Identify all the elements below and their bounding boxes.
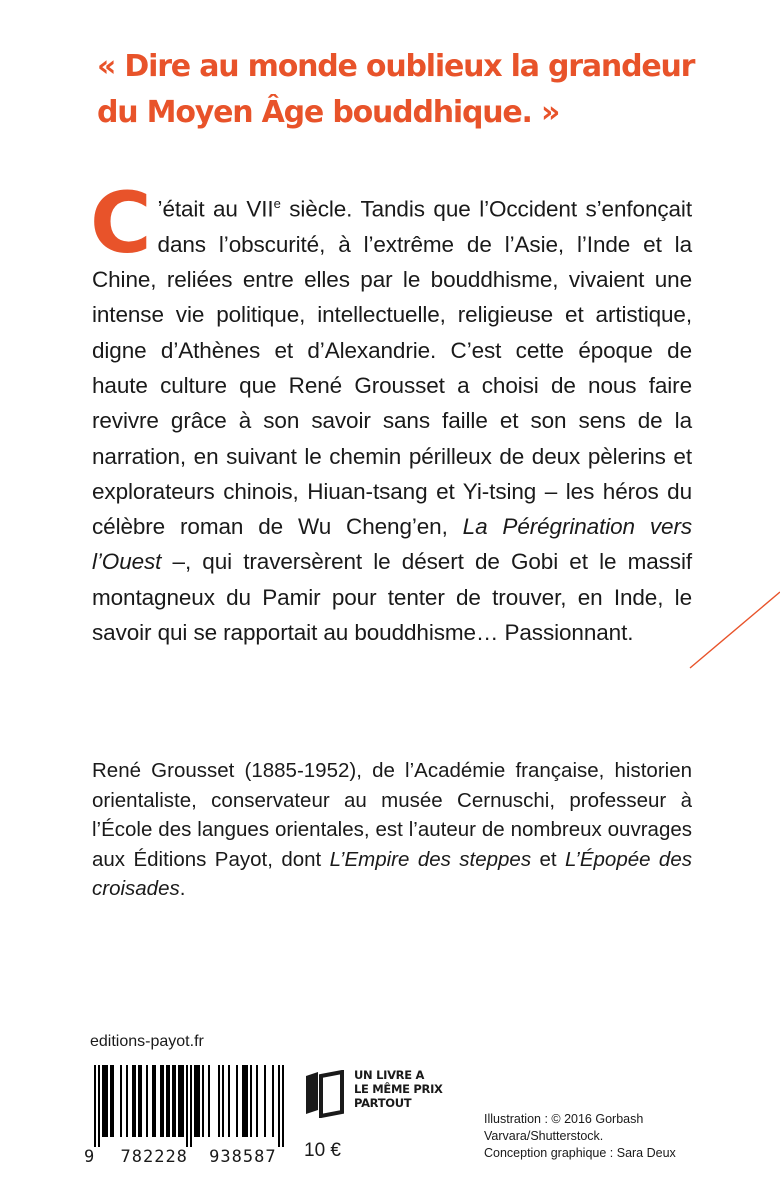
fixed-price-line-1: UN LIVRE A — [354, 1068, 425, 1082]
synopsis-text-1: siècle. Tandis que l’Occident s’enfonçait dans l’obscurité, à l’extrême de l’Asie, l’Inde et la Chine, reliées entre elles par le bouddhisme, vivaient une intense vie politique, intellectuelle, religieuse et artistique, digne d’Athènes et d’Alexandrie. C’est cette époque de haute culture que René Grousset a choisi de nous faire revivre grâce à son savoir sans faille et son sens de la narration, en suivant le chemin périlleux de deux pèlerins et explorateurs chinois, Hiuan-tsang et Yi-tsing – les héros du célèbre roman de Wu Cheng’en, — [92, 196, 692, 540]
barcode-bar — [228, 1065, 230, 1137]
fixed-price-line-3: PARTOUT — [354, 1096, 412, 1110]
barcode-bar — [174, 1065, 176, 1137]
barcode-bar — [104, 1065, 106, 1137]
barcode-bar — [132, 1065, 134, 1137]
biography-end: . — [179, 877, 186, 900]
synopsis-text-2: –, qui traversèrent le désert de Gobi et le massif montagneux du Pamir pour tenter de trouver, en Inde, le savoir qui se rapportait au bouddhisme… Passionnant. — [92, 549, 692, 646]
credit-design: Conception graphique : Sara Deux — [484, 1146, 676, 1160]
barcode-bar — [172, 1065, 174, 1137]
barcode-bar — [120, 1065, 122, 1137]
century-superscript: e — [273, 196, 281, 211]
author-biography — [92, 756, 692, 904]
fixed-price-label — [354, 1068, 444, 1110]
barcode-bar — [218, 1065, 220, 1137]
credit-shutterstock: Varvara/Shutterstock. — [484, 1129, 604, 1143]
barcode-bar — [106, 1065, 108, 1137]
barcode-bar — [202, 1065, 204, 1137]
isbn-number — [84, 1147, 294, 1167]
barcode-bar — [110, 1065, 112, 1137]
barcode-bar — [94, 1065, 96, 1147]
barcode-bar — [222, 1065, 224, 1137]
barcode-bar — [198, 1065, 200, 1137]
barcode-bar — [196, 1065, 198, 1137]
synopsis-paragraph — [90, 174, 692, 650]
isbn-group-left: 782228 — [120, 1147, 188, 1167]
barcode-bar — [140, 1065, 142, 1137]
credits-block — [484, 1111, 724, 1162]
barcode-bar — [250, 1065, 252, 1137]
barcode-bar — [160, 1065, 162, 1137]
biography-book-title-1: L’Empire des steppes — [329, 847, 532, 871]
barcode-bar — [166, 1065, 168, 1137]
barcode-bar — [168, 1065, 170, 1137]
barcode-bar — [134, 1065, 136, 1137]
biography-book-title-2: L’Épopée des croisades — [92, 847, 692, 900]
barcode-bar — [278, 1065, 280, 1147]
biography-connector: et — [531, 847, 566, 871]
barcode-bar — [126, 1065, 128, 1137]
barcode-bar — [102, 1065, 104, 1137]
synopsis-book-title: La Pérégrination vers l’Ouest — [92, 514, 692, 575]
barcode-bar — [272, 1065, 274, 1137]
barcode-bar — [282, 1065, 284, 1147]
barcode-bar — [246, 1065, 248, 1137]
barcode-bar — [242, 1065, 244, 1137]
credit-illustration: Illustration : © 2016 Gorbash — [484, 1112, 644, 1126]
isbn-group-right: 938587 — [209, 1147, 277, 1167]
barcode-bar — [208, 1065, 210, 1137]
barcode-bar — [178, 1065, 180, 1137]
barcode-bar — [152, 1065, 154, 1137]
isbn-first-digit: 9 — [84, 1147, 96, 1167]
biography-text: René Grousset (1885-1952), de l’Académie française, historien orientaliste, conservateur au musée Cernuschi, professeur à l’École des langues orientales, est l’auteur de nombreux ouvrages aux Éditions Payot, dont — [92, 759, 692, 871]
barcode-bar — [190, 1065, 192, 1147]
barcode-bar — [162, 1065, 164, 1137]
barcode-bar — [236, 1065, 238, 1137]
isbn-barcode — [84, 1065, 290, 1185]
barcode-bar — [138, 1065, 140, 1137]
barcode-bar — [264, 1065, 266, 1137]
barcode-bar — [256, 1065, 258, 1137]
barcode-bar — [180, 1065, 182, 1137]
barcode-bar — [194, 1065, 196, 1137]
fixed-price-block — [304, 1068, 443, 1178]
barcode-bar — [182, 1065, 184, 1137]
barcode-icon — [90, 1065, 290, 1147]
barcode-bar — [186, 1065, 188, 1147]
tagline-quote: « Dire au monde oublieux la grandeur du Moyen Âge bouddhique. » — [97, 49, 695, 130]
publisher-website[interactable]: editions-payot.fr — [90, 1033, 204, 1050]
barcode-bar — [112, 1065, 114, 1137]
open-book-logo-icon — [304, 1070, 344, 1118]
price-tag: 10 € — [304, 1140, 341, 1161]
barcode-bar — [154, 1065, 156, 1137]
barcode-bar — [146, 1065, 148, 1137]
fixed-price-line-2: LE MÊME PRIX — [354, 1082, 443, 1096]
synopsis-lead: ’était au VII — [157, 196, 274, 222]
barcode-bar — [98, 1065, 100, 1147]
drop-cap: C — [90, 174, 152, 272]
barcode-bar — [244, 1065, 246, 1137]
